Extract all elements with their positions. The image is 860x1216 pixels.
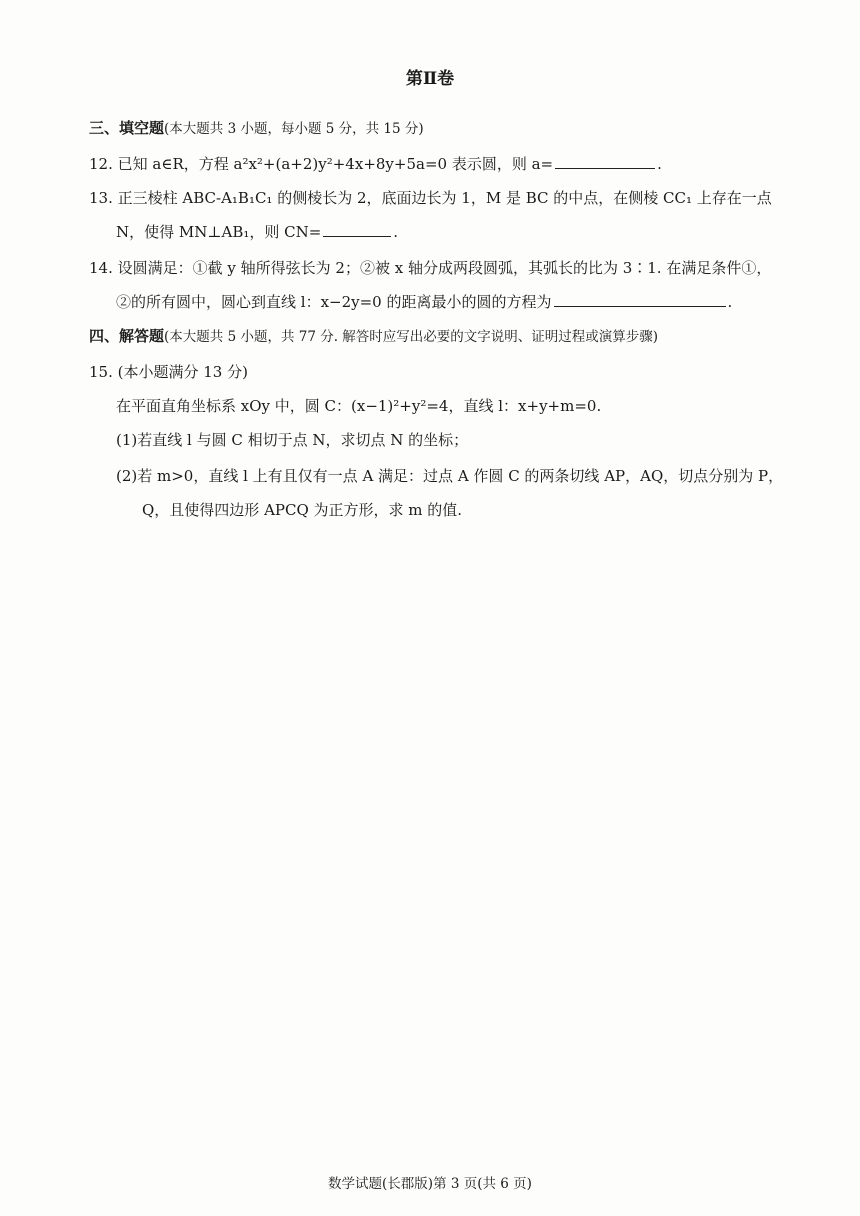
question-14-text: ②的所有圆中，圆心到直线 l：x−2y=0 的距离最小的圆的方程为 [116, 293, 552, 311]
question-12-text: 12. 已知 a∈R，方程 a²x²+(a+2)y²+4x+8y+5a=0 表示圆，则 a= [89, 155, 554, 173]
question-13-line-1: 13. 正三棱柱 ABC‑A₁B₁C₁ 的侧棱长为 2，底面边长为 1，M 是 BC 的中点，在侧棱 CC₁ 上存在一点 [89, 189, 772, 207]
question-12-tail: . [657, 155, 662, 173]
answer-blank-12[interactable] [555, 154, 655, 169]
question-15-part-2-line-2: Q，且使得四边形 APCQ 为正方形，求 m 的值. [142, 501, 463, 519]
question-14-tail: . [727, 293, 733, 311]
question-12 [89, 154, 662, 174]
question-13-line-2 [116, 222, 398, 242]
section-3-heading: 三、填空题 [89, 119, 165, 137]
section-3-heading-line [89, 118, 424, 139]
question-13-text: N，使得 MN⊥AB₁，则 CN= [116, 223, 322, 241]
question-15-part-2-line-1: (2)若 m>0，直线 l 上有且仅有一点 A 满足：过点 A 作圆 C 的两条切线 AP，AQ，切点分别为 P， [116, 467, 784, 485]
question-15-stem: 在平面直角坐标系 xOy 中，圆 C：(x−1)²+y²=4，直线 l：x+y+m=0. [116, 397, 602, 415]
section-4-heading-line [89, 326, 658, 347]
section-3-note: (本大题共 3 小题，每小题 5 分，共 15 分) [164, 121, 424, 137]
section-4-note: (本大题共 5 小题，共 77 分. 解答时应写出必要的文字说明、证明过程或演算步骤) [164, 329, 659, 345]
question-14-line-2 [116, 292, 732, 312]
section-4-heading: 四、解答题 [89, 327, 165, 345]
question-14-line-1: 14. 设圆满足：①截 y 轴所得弦长为 2；②被 x 轴分成两段圆弧，其弧长的比为 3∶1. 在满足条件①， [89, 259, 772, 277]
answer-blank-13[interactable] [323, 222, 391, 237]
answer-blank-14[interactable] [554, 292, 726, 307]
page-footer: 数学试题(长郡版)第 3 页(共 6 页) [328, 1176, 532, 1192]
section-title: 第Ⅱ卷 [405, 69, 455, 89]
question-13-tail: . [393, 223, 399, 241]
question-15-header: 15. (本小题满分 13 分) [89, 363, 248, 381]
question-15-part-1: (1)若直线 l 与圆 C 相切于点 N，求切点 N 的坐标； [116, 431, 469, 449]
